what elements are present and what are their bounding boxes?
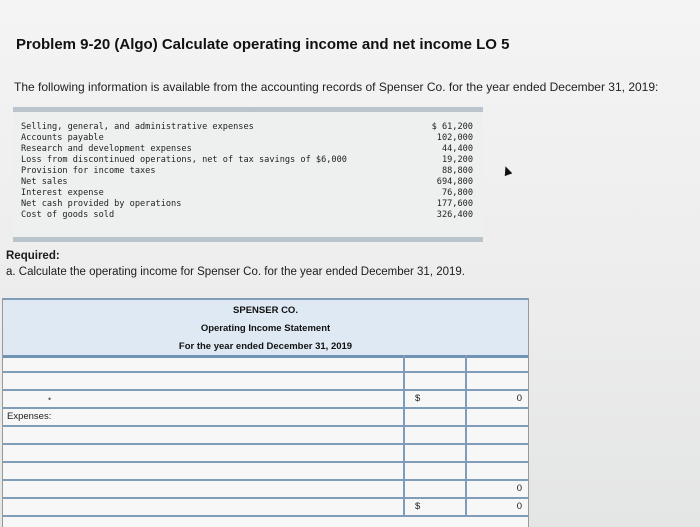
- amount-input[interactable]: [405, 355, 467, 371]
- account-label: Cost of goods sold: [21, 210, 115, 220]
- account-row: [21, 188, 479, 199]
- line-item-input[interactable]: [3, 499, 405, 515]
- required-heading: Required:: [6, 250, 60, 262]
- line-item-input[interactable]: [3, 445, 405, 461]
- statement-row: [3, 463, 528, 481]
- account-value: 694,800: [436, 177, 473, 187]
- account-label: Net cash provided by operations: [21, 199, 182, 209]
- expenses-label: Expenses:: [7, 411, 52, 422]
- line-item-input[interactable]: [3, 355, 405, 371]
- statement-row: [3, 391, 528, 409]
- account-value: 177,600: [436, 199, 473, 209]
- operating-income-statement: [2, 298, 529, 527]
- account-label: Loss from discontinued operations, net of tax savings of $6,000: [21, 155, 347, 165]
- account-row: [21, 177, 479, 188]
- expenses-label-cell: [3, 409, 405, 425]
- statement-row: [3, 481, 528, 499]
- total-input[interactable]: [467, 355, 528, 371]
- problem-title: Problem 9-20 (Algo) Calculate operating income and net income LO 5: [16, 36, 510, 53]
- account-value: 76,800: [441, 188, 473, 198]
- account-label: Selling, general, and administrative expenses: [21, 122, 254, 132]
- line-item-input[interactable]: [3, 463, 405, 479]
- total-input[interactable]: [467, 373, 528, 389]
- statement-row: [3, 445, 528, 463]
- statement-row: [3, 355, 528, 373]
- account-value: 326,400: [436, 210, 473, 220]
- statement-row: [3, 373, 528, 391]
- mouse-cursor-icon: [502, 165, 513, 176]
- account-label: Interest expense: [21, 188, 104, 198]
- operating-income-value: 0: [516, 501, 522, 512]
- total-input[interactable]: [467, 427, 528, 443]
- account-row: [21, 210, 479, 221]
- amount-input[interactable]: [405, 409, 467, 425]
- line-item-input[interactable]: [3, 481, 405, 497]
- account-row: [21, 166, 479, 177]
- account-row: [21, 155, 479, 166]
- statement-period: For the year ended December 31, 2019: [178, 341, 353, 352]
- line-item-input[interactable]: [3, 373, 405, 389]
- line-item-input[interactable]: [3, 391, 405, 407]
- total-input[interactable]: [467, 445, 528, 461]
- dollar-sign: $: [415, 393, 421, 404]
- amount-input[interactable]: [405, 445, 467, 461]
- part-a-instruction: a. Calculate the operating income for Spenser Co. for the year ended December 31, 2019.: [6, 266, 465, 278]
- account-value: 88,800: [441, 166, 473, 176]
- statement-header: [3, 298, 528, 358]
- line-item-input[interactable]: [3, 427, 405, 443]
- statement-row: [3, 499, 528, 517]
- account-label: Accounts payable: [21, 133, 104, 143]
- account-row: [21, 144, 479, 155]
- account-row: [21, 199, 479, 210]
- accounts-table: [13, 107, 483, 242]
- account-row: [21, 133, 479, 144]
- amount-input[interactable]: [405, 391, 467, 407]
- amount-input[interactable]: [405, 427, 467, 443]
- amount-input[interactable]: [405, 373, 467, 389]
- subtotal-value: 0: [516, 393, 522, 404]
- account-value: 44,400: [441, 144, 473, 154]
- problem-intro: The following information is available from the accounting records of Spenser Co. for the year ended December 31, 2019:: [14, 80, 659, 94]
- total-input[interactable]: [467, 463, 528, 479]
- statement-row: [3, 409, 528, 427]
- statement-name: Operating Income Statement: [200, 323, 331, 334]
- dollar-sign: $: [415, 501, 421, 512]
- statement-company: SPENSER CO.: [233, 305, 298, 316]
- account-value: 19,200: [441, 155, 473, 165]
- amount-input[interactable]: [405, 499, 467, 515]
- expense-total-value: 0: [516, 483, 522, 494]
- total-input[interactable]: [467, 409, 528, 425]
- account-value: 102,000: [436, 133, 473, 143]
- amount-input[interactable]: [405, 481, 467, 497]
- marker-dot: •: [48, 394, 52, 404]
- account-label: Provision for income taxes: [21, 166, 156, 176]
- account-row: [21, 122, 479, 133]
- account-label: Net sales: [21, 177, 68, 187]
- account-label: Research and development expenses: [21, 144, 192, 154]
- amount-input[interactable]: [405, 463, 467, 479]
- account-value: $ 61,200: [431, 122, 473, 132]
- statement-row: [3, 427, 528, 445]
